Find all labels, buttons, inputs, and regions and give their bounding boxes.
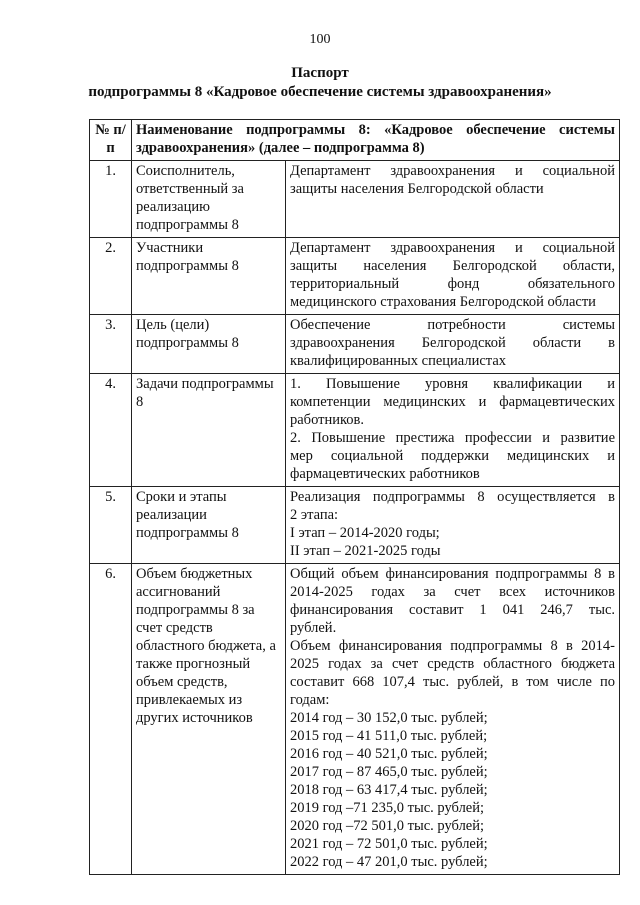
row-number: 4. <box>90 374 132 487</box>
table-row <box>90 238 620 315</box>
row-value-line: мер социальной поддержки медицинских и <box>290 448 616 464</box>
row-value-line: I этап – 2014-2020 годы; <box>290 525 440 541</box>
table-row <box>90 564 620 875</box>
row-value-line: 2020 год –72 501,0 тыс. рублей; <box>290 818 485 834</box>
row-value-line: фармацевтических работников <box>290 466 480 482</box>
row-label: Участники подпрограммы 8 <box>132 238 286 315</box>
row-value-line: здравоохранения Белгородской области в <box>290 335 616 351</box>
title-line-1: Паспорт <box>291 65 349 81</box>
row-value-line: 2018 год – 63 417,4 тыс. рублей; <box>290 782 488 798</box>
table-row <box>90 487 620 564</box>
row-value <box>286 315 620 374</box>
row-value-line: 2025 годах за счет средств областного бюджета <box>290 656 616 672</box>
row-value-line: 2 этапа: <box>290 507 339 523</box>
row-value-line: 2017 год – 87 465,0 тыс. рублей; <box>290 764 488 780</box>
page-number: 100 <box>309 32 331 47</box>
row-value-line: 2021 год – 72 501,0 тыс. рублей; <box>290 836 488 852</box>
row-value-line: финансирования составит 1 041 246,7 тыс. <box>290 602 616 618</box>
row-value-line: Общий объем финансирования подпрограммы 8 в <box>290 566 616 582</box>
row-number: 2. <box>90 238 132 315</box>
row-value-line: составит 668 107,4 тыс. рублей, в том числе по <box>290 674 616 690</box>
row-value-line: квалифицированных специалистах <box>290 353 507 369</box>
row-value <box>286 161 620 238</box>
row-value-line: Департамент здравоохранения и социальной <box>290 240 616 256</box>
row-value-line: 2014 год – 30 152,0 тыс. рублей; <box>290 710 488 726</box>
row-value <box>286 564 620 875</box>
row-number: 5. <box>90 487 132 564</box>
table-header-row <box>90 120 620 161</box>
title-line-2: подпрограммы 8 «Кадровое обеспечение системы здравоохранения» <box>88 84 552 100</box>
row-number: 1. <box>90 161 132 238</box>
row-value-line: II этап – 2021-2025 годы <box>290 543 441 559</box>
row-value-line: защиты населения Белгородской области <box>290 181 544 197</box>
row-label: Соисполнитель, ответственный за реализацию подпрограммы 8 <box>132 161 286 238</box>
row-value-line: 2015 год – 41 511,0 тыс. рублей; <box>290 728 488 744</box>
document-title <box>0 64 640 102</box>
row-value-line: защиты населения Белгородской области, <box>290 258 616 274</box>
table-row <box>90 315 620 374</box>
row-value-line: территориальный фонд обязательного <box>290 276 616 292</box>
row-label: Цель (цели) подпрограммы 8 <box>132 315 286 374</box>
table-row <box>90 374 620 487</box>
row-number: 3. <box>90 315 132 374</box>
row-value-line: Объем финансирования подпрограммы 8 в 2014- <box>290 638 616 654</box>
row-value-line: 2019 год –71 235,0 тыс. рублей; <box>290 800 485 816</box>
row-value-line: Департамент здравоохранения и социальной <box>290 163 616 179</box>
header-num: № п/п <box>90 120 132 161</box>
row-value-line: работников. <box>290 412 365 428</box>
row-label: Сроки и этапы реализации подпрограммы 8 <box>132 487 286 564</box>
header-name: Наименование подпрограммы 8: «Кадровое обеспечение системы здравоохранения» (далее – подпрограмма 8) <box>132 120 620 161</box>
row-value-line: 2016 год – 40 521,0 тыс. рублей; <box>290 746 488 762</box>
row-value-line: медицинского страхования Белгородской области <box>290 294 596 310</box>
row-value-line: 2. Повышение престижа профессии и развитие <box>290 430 616 446</box>
row-value-line: 2022 год – 47 201,0 тыс. рублей; <box>290 854 488 870</box>
row-value-line: компетенции медицинских и фармацевтических <box>290 394 616 410</box>
row-value <box>286 374 620 487</box>
row-value <box>286 238 620 315</box>
row-label: Задачи подпрограммы 8 <box>132 374 286 487</box>
row-value-line: Реализация подпрограммы 8 осуществляется в <box>290 489 616 505</box>
row-label: Объем бюджетных ассигнований подпрограммы 8 за счет средств областного бюджета, а также прогнозный объем средств, привлекаемых из других источников <box>132 564 286 875</box>
row-value-line: рублей. <box>290 620 337 636</box>
row-value-line: 1. Повышение уровня квалификации и <box>290 376 616 392</box>
row-value-line: годам: <box>290 692 330 708</box>
table-row <box>90 161 620 238</box>
row-value-line: Обеспечение потребности системы <box>290 317 616 333</box>
row-value-line: 2014-2025 годах за счет всех источников <box>290 584 616 600</box>
row-number: 6. <box>90 564 132 875</box>
passport-table <box>89 119 620 875</box>
row-value <box>286 487 620 564</box>
